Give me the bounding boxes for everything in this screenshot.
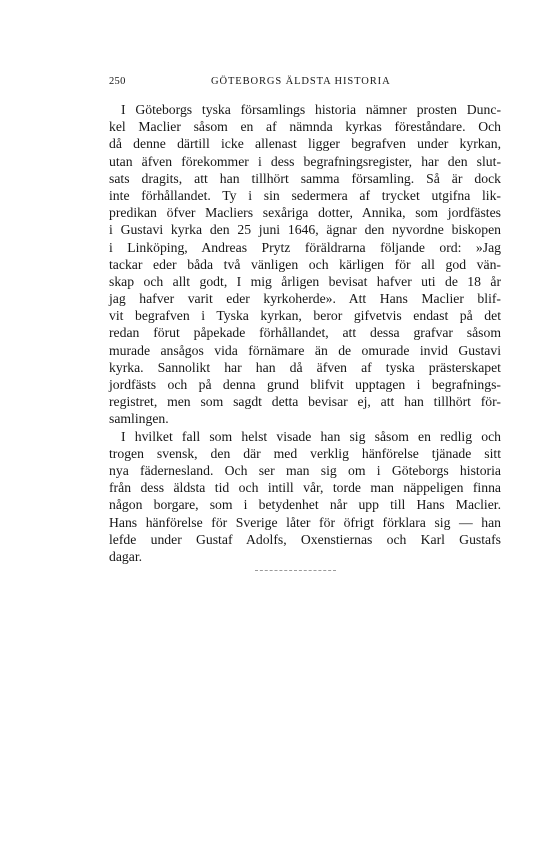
text-line: murade ansågos vida förnämare än de omurade invid Gustavi: [109, 342, 501, 358]
text-line: i Gustavi kyrka den 25 juni 1646, ägnar den nyvordne biskopen: [109, 222, 501, 238]
text-line: någon borgare, som i betydenhet når upp till Hans Maclier.: [109, 497, 501, 513]
text-line: jag hafver varit eder kyrkoherde». Att Hans Maclier blif-: [109, 291, 501, 307]
text-line: registret, men som sagdt detta bevisar ej, att han tillhört för-: [109, 394, 501, 410]
text-line: inte förhållandet. Ty i sin sedermera af trycket utgifna lik-: [109, 187, 501, 203]
text-line: nya fädernesland. Och ser man sig om i Göteborgs historia: [109, 462, 501, 478]
text-line: I hvilket fall som helst visade han sig såsom en redlig och: [121, 428, 501, 444]
text-line: I Göteborgs tyska församlings historia nämner prosten Dunc-: [121, 102, 501, 117]
text-line: kyrka. Sannolikt har han då äfven af tyska prästerskapet: [109, 359, 501, 375]
running-head-title: GÖTEBORGS ÄLDSTA HISTORIA: [211, 76, 391, 87]
text-line: Hans hänförelse för Sverige låter för öfrigt förklara sig — han: [109, 514, 501, 530]
text-line: redan förut påpekade förhållandet, att dessa grafvar såsom: [109, 325, 501, 341]
text-line: samlingen.: [109, 411, 169, 427]
body-text: [109, 101, 501, 565]
text-line: sats dragits, att han tillhört samma församling. Så är dock: [109, 170, 501, 186]
text-line: trogen svensk, den där med verklig hänförelse tjänade sitt: [109, 445, 501, 461]
text-line: jordfästs och på denna grund blifvit upptagen i begrafnings-: [109, 377, 501, 392]
running-head: [109, 76, 501, 92]
text-line: predikan öfver Macliers sexåriga dotter, Annika, som jordfästes: [109, 205, 501, 221]
text-line: i Linköping, Andreas Prytz föräldrarna följande ord: »Jag: [109, 239, 501, 255]
text-line: lefde under Gustaf Adolfs, Oxenstiernas och Karl Gustafs: [109, 531, 501, 547]
text-line: kel Maclier såsom en af nämnda kyrkas föreståndare. Och: [109, 119, 501, 135]
page-number: 250: [109, 76, 126, 87]
text-line: då denne därtill icke allenast ligger begrafven under kyrkan,: [109, 136, 501, 152]
section-end-rule: [255, 570, 336, 571]
text-line: från dess äldsta tid och intill vår, torde man näppeligen finna: [109, 480, 501, 496]
text-line: dagar.: [109, 548, 143, 564]
text-line: skap och allt godt, I mig årligen bevisat hafver uti de 18 år: [109, 273, 501, 289]
text-line: utan äfven förekommer i dess begrafningsregister, har den slut-: [109, 153, 501, 169]
text-line: vit begrafven i Tyska kyrkan, beror gifvetvis endast på det: [109, 308, 501, 324]
text-line: tackar eder båda två vänligen och kärligen för all god vän-: [109, 256, 501, 272]
